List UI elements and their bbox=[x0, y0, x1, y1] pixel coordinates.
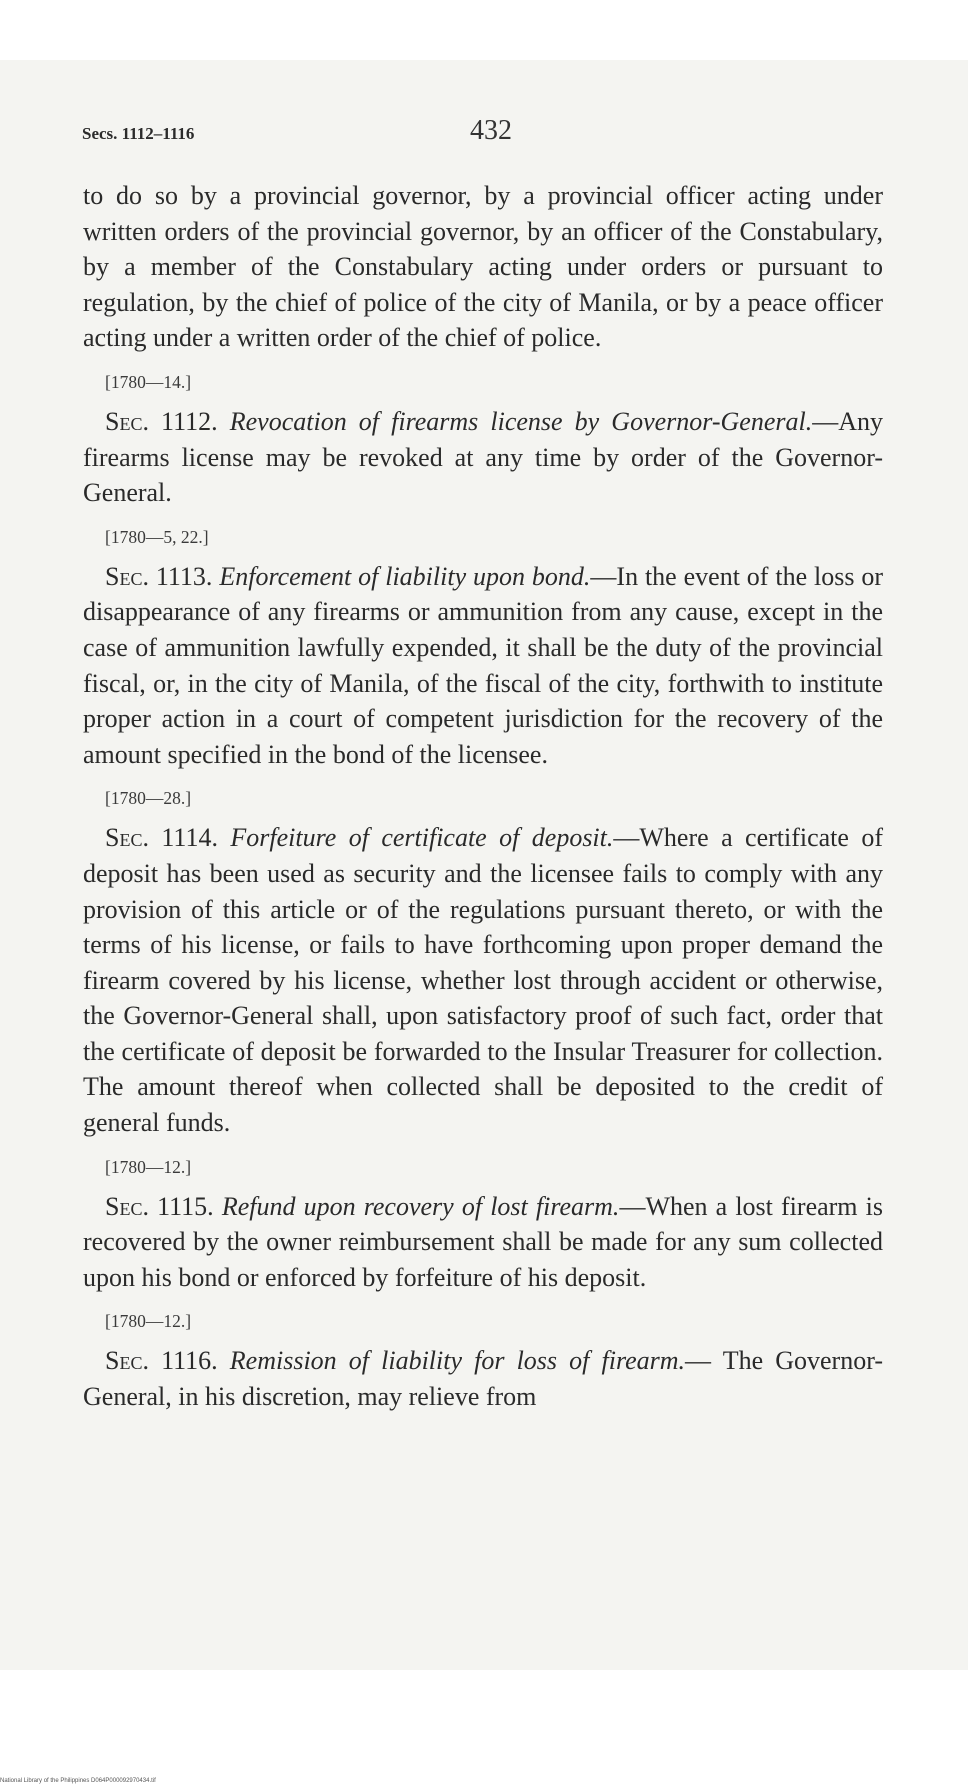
section-label: Sec. 1115. bbox=[105, 1191, 214, 1221]
section-label: Sec. 1114. bbox=[105, 823, 218, 853]
section-1113 bbox=[83, 559, 883, 773]
citation: [1780—12.] bbox=[105, 1311, 192, 1332]
opening-paragraph: to do so by a provincial governor, by a provincial officer acting under written orders of the provincial governor, by an officer of the Constabulary, by a member of the Constabulary acting under orders or pursuant to regulation, by the chief of police of the city of Manila, or by a peace officer acting under a written order of the chief of police. bbox=[83, 181, 883, 353]
section-text: — The Governor-General, in his discretion, may relieve from bbox=[83, 1346, 884, 1412]
citation: [1780—5, 22.] bbox=[105, 526, 209, 547]
section-text: —In the event of the loss or disappearance of any firearms or ammunition from any cause, except in the case of ammunition lawfully expended, it shall be the duty of the provincial fiscal, or, in the city of Manila, of the fiscal of the city, forthwith to institute proper action in a court of competent jurisdiction for the recovery of the amount specified in the bond of the licensee. bbox=[83, 561, 884, 769]
section-label: Sec. 1112. bbox=[105, 406, 218, 436]
section-title: Remission of liability for loss of firearm. bbox=[229, 1346, 686, 1376]
section-text: —Any firearms license may be revoked at any time by order of the Governor-General. bbox=[83, 406, 884, 508]
section-title: Enforcement of liability upon bond. bbox=[219, 561, 591, 591]
citation: [1780—28.] bbox=[105, 788, 192, 809]
citation: [1780—12.] bbox=[105, 1156, 192, 1177]
section-title: Forfeiture of certificate of deposit. bbox=[230, 823, 614, 853]
section-title: Refund upon recovery of lost firearm. bbox=[221, 1191, 620, 1221]
section-1116 bbox=[83, 1343, 883, 1414]
section-1115 bbox=[83, 1189, 883, 1296]
page-number: 432 bbox=[470, 115, 512, 146]
section-label: Sec. 1116. bbox=[105, 1346, 218, 1376]
page-body bbox=[83, 178, 883, 1415]
citation: [1780—14.] bbox=[105, 371, 192, 392]
section-text: —When a lost firearm is recovered by the owner reimbursement shall be made for any sum collected upon his bond or enforced by forfeiture of his deposit. bbox=[83, 1191, 884, 1292]
running-header-sections: Secs. 1112–1116 bbox=[82, 124, 195, 143]
section-label: Sec. 1113. bbox=[105, 561, 213, 591]
section-title: Revocation of firearms license by Governor-General. bbox=[229, 406, 813, 436]
scan-metadata: National Library of the Philippines D064P000092970434.tif bbox=[0, 1778, 156, 1784]
section-text: —Where a certificate of deposit has been used as security and the licensee fails to comply with any provision of this article or of the regulations pursuant thereto, or with the terms of his license, or fails to have forthcoming upon proper demand the firearm covered by his license, whether lost through accident or otherwise, the Governor-General shall, upon satisfactory proof of such fact, order that the certificate of deposit be forwarded to the Insular Treasurer for collection. The amount thereof when collected shall be deposited to the credit of general funds. bbox=[83, 823, 884, 1138]
section-1114 bbox=[83, 820, 883, 1140]
section-1112 bbox=[83, 404, 883, 511]
